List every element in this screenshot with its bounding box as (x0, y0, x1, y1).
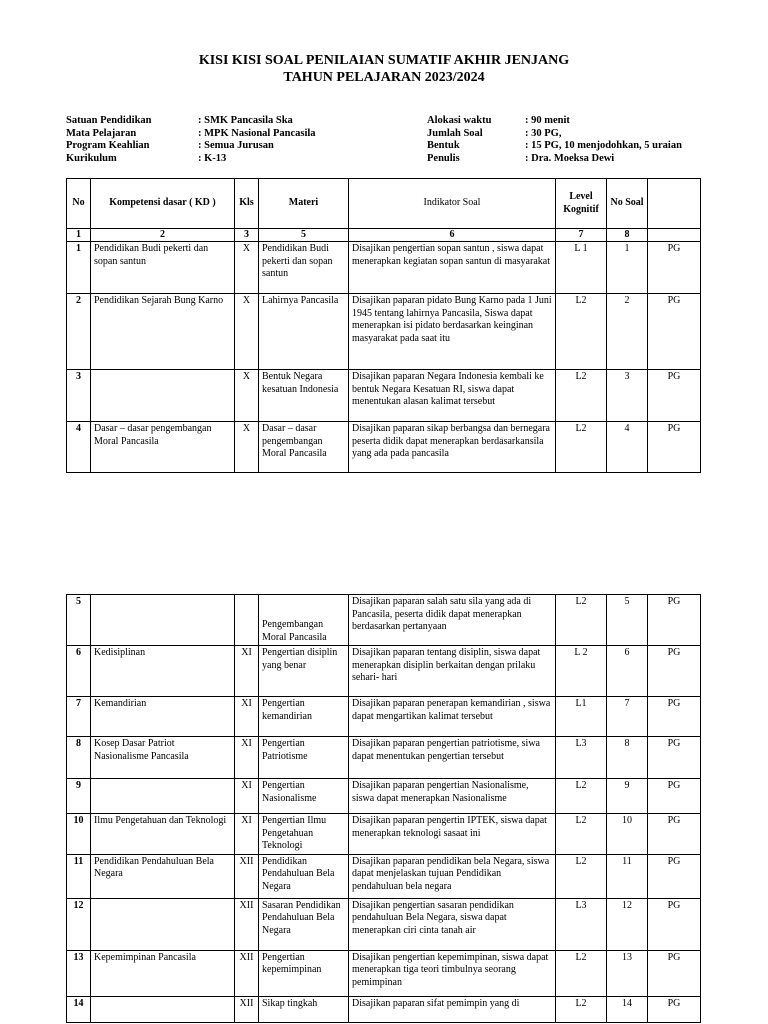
kisi-table-part2 (66, 594, 701, 1023)
row-kd: Dasar – dasar pengembangan Moral Pancasila (91, 422, 235, 473)
header-level: Level Kognitif (556, 179, 607, 229)
info-right (427, 115, 682, 165)
row-kls: XI (235, 814, 259, 855)
row-materi: Pengertian Nasionalisme (259, 779, 349, 814)
table-index-row (67, 229, 701, 242)
info-value: : 15 PG, 10 menjodohkan, 5 uraian (525, 140, 682, 151)
row-kd (91, 898, 235, 950)
row-soal: 10 (607, 814, 648, 855)
index-cell: 6 (349, 229, 556, 242)
row-no: 7 (67, 697, 91, 737)
row-bentuk: PG (648, 779, 701, 814)
row-kls: XII (235, 898, 259, 950)
row-indikator: Disajikan paparan penerapan kemandirian , siswa dapat mengartikan kalimat tersebut (349, 697, 556, 737)
table-row (67, 996, 701, 1022)
table-row (67, 595, 701, 646)
row-kd: Pendidikan Pendahuluan Bela Negara (91, 854, 235, 898)
row-no: 6 (67, 646, 91, 697)
row-soal: 13 (607, 950, 648, 996)
info-label: Penulis (427, 152, 460, 164)
row-bentuk: PG (648, 814, 701, 855)
row-no: 3 (67, 370, 91, 422)
index-cell: 5 (259, 229, 349, 242)
row-kd: Kosep Dasar Patriot Nasionalisme Pancasila (91, 737, 235, 779)
table-row (67, 294, 701, 370)
row-level: L2 (556, 854, 607, 898)
row-bentuk: PG (648, 595, 701, 646)
row-kd (91, 370, 235, 422)
row-soal: 1 (607, 242, 648, 294)
row-materi: Pengertian disiplin yang benar (259, 646, 349, 697)
document-title: KISI KISI SOAL PENILAIAN SUMATIF AKHIR JENJANG (198, 53, 570, 68)
row-indikator: Disajikan paparan sifat pemimpin yang di (349, 996, 556, 1022)
row-indikator: Disajikan paparan pengertian Nasionalisme, siswa dapat menerapkan Nasionalisme (349, 779, 556, 814)
table-row (67, 854, 701, 898)
row-bentuk: PG (648, 854, 701, 898)
row-no: 13 (67, 950, 91, 996)
info-row (66, 115, 316, 128)
row-kls: X (235, 294, 259, 370)
row-kls: X (235, 242, 259, 294)
row-kls: XII (235, 996, 259, 1022)
row-kd (91, 595, 235, 646)
row-bentuk: PG (648, 697, 701, 737)
index-cell: 2 (91, 229, 235, 242)
row-no: 14 (67, 996, 91, 1022)
info-row (66, 153, 316, 166)
index-cell: 1 (67, 229, 91, 242)
row-level: L2 (556, 814, 607, 855)
table-row (67, 370, 701, 422)
row-level: L3 (556, 898, 607, 950)
row-kls: X (235, 370, 259, 422)
row-level: L2 (556, 996, 607, 1022)
row-soal: 5 (607, 595, 648, 646)
row-materi: Pengertian Patriotisme (259, 737, 349, 779)
row-indikator: Disajikan paparan sikap berbangsa dan bernegara peserta didik dapat menerapkan berdasarkansila yang ada pada pancasila (349, 422, 556, 473)
info-value: : Semua Jurusan (198, 140, 274, 151)
row-level: L2 (556, 422, 607, 473)
row-materi: Bentuk Negara kesatuan Indonesia (259, 370, 349, 422)
row-level: L2 (556, 779, 607, 814)
info-left (66, 115, 316, 165)
document-subtitle: TAHUN PELAJARAN 2023/2024 (283, 70, 485, 85)
row-indikator: Disajikan paparan Negara Indonesia kembali ke bentuk Negara Kesatuan RI, siswa dapat menentukan alasan kalimat tersebut (349, 370, 556, 422)
row-materi: Pengertian kepemimpinan (259, 950, 349, 996)
info-row (427, 140, 682, 153)
row-no: 11 (67, 854, 91, 898)
row-no: 9 (67, 779, 91, 814)
row-kls: XI (235, 697, 259, 737)
info-label: Satuan Pendidikan (66, 115, 152, 126)
row-level: L2 (556, 950, 607, 996)
table-row (67, 422, 701, 473)
info-row (66, 128, 316, 141)
header-indikator: Indikator Soal (349, 179, 556, 229)
row-indikator: Disajikan pengertian kepemimpinan, siswa dapat menerapkan tiga teori timbulnya seorang pemimpinan (349, 950, 556, 996)
table-row (67, 950, 701, 996)
row-indikator: Disajikan paparan pengertin IPTEK, siswa dapat menerapkan teknologi sasaat ini (349, 814, 556, 855)
row-bentuk: PG (648, 294, 701, 370)
row-kls: XII (235, 854, 259, 898)
row-materi: Pengembangan Moral Pancasila (259, 595, 349, 646)
row-materi: Pengertian kemandirian (259, 697, 349, 737)
table-row (67, 697, 701, 737)
info-label: Program Keahlian (66, 140, 150, 151)
row-kls: XI (235, 779, 259, 814)
row-no: 5 (67, 595, 91, 646)
index-cell: 7 (556, 229, 607, 242)
row-bentuk: PG (648, 996, 701, 1022)
info-label: Bentuk (427, 140, 460, 151)
row-kd: Kedisiplinan (91, 646, 235, 697)
row-no: 8 (67, 737, 91, 779)
row-kls: XI (235, 646, 259, 697)
table-header-row (67, 179, 701, 229)
row-soal: 3 (607, 370, 648, 422)
row-indikator: Disajikan paparan pendidikan bela Negara, siswa dapat menjelaskan tujuan Pendidikan pendahuluan bela negara (349, 854, 556, 898)
row-no: 12 (67, 898, 91, 950)
header-kd: Kompetensi dasar ( KD ) (91, 179, 235, 229)
row-kd: Pendidikan Budi pekerti dan sopan santun (91, 242, 235, 294)
row-level: L 1 (556, 242, 607, 294)
row-indikator: Disajikan paparan pengertian patriotisme, siwa dapat menentukan pengertian tersebut (349, 737, 556, 779)
row-level: L3 (556, 737, 607, 779)
header-bentuk (648, 179, 701, 229)
row-bentuk: PG (648, 422, 701, 473)
row-level: L2 (556, 370, 607, 422)
info-row (427, 153, 682, 166)
row-soal: 8 (607, 737, 648, 779)
row-soal: 14 (607, 996, 648, 1022)
info-label: Mata Pelajaran (66, 127, 137, 139)
table-row (67, 646, 701, 697)
row-kd: Pendidikan Sejarah Bung Karno (91, 294, 235, 370)
row-no: 2 (67, 294, 91, 370)
table-row (67, 814, 701, 855)
row-level: L2 (556, 294, 607, 370)
info-value: : Dra. Moeksa Dewi (525, 152, 615, 164)
row-no: 10 (67, 814, 91, 855)
row-materi: Pendidikan Pendahuluan Bela Negara (259, 854, 349, 898)
info-row (427, 115, 682, 128)
table-row (67, 779, 701, 814)
row-materi: Lahirnya Pancasila (259, 294, 349, 370)
row-indikator: Disajikan pengertian sasaran pendidikan pendahuluan Bela Negara, siswa dapat menerapkan ciri cinta tanah air (349, 898, 556, 950)
info-value: : 30 PG, (525, 127, 562, 139)
row-kls: X (235, 422, 259, 473)
row-indikator: Disajikan paparan salah satu sila yang ada di Pancasila, peserta didik dapat menerapkan berdasarkan pertanyaan (349, 595, 556, 646)
info-label: Alokasi waktu (427, 115, 492, 126)
row-kd: Kemandirian (91, 697, 235, 737)
row-materi: Dasar – dasar pengembangan Moral Pancasila (259, 422, 349, 473)
row-soal: 6 (607, 646, 648, 697)
row-kd (91, 996, 235, 1022)
info-value: : MPK Nasional Pancasila (198, 127, 316, 139)
row-no: 1 (67, 242, 91, 294)
row-kd: Kepemimpinan Pancasila (91, 950, 235, 996)
row-materi: Pendidikan Budi pekerti dan sopan santun (259, 242, 349, 294)
row-level: L 2 (556, 646, 607, 697)
row-bentuk: PG (648, 242, 701, 294)
row-soal: 4 (607, 422, 648, 473)
row-soal: 7 (607, 697, 648, 737)
header-no: No (67, 179, 91, 229)
row-soal: 12 (607, 898, 648, 950)
row-indikator: Disajikan paparan tentang disiplin, siswa dapat menerapkan disiplin berkaitan dengan prilaku sehari- hari (349, 646, 556, 697)
row-bentuk: PG (648, 646, 701, 697)
row-materi: Sikap tingkah (259, 996, 349, 1022)
index-cell: 3 (235, 229, 259, 242)
table-row (67, 737, 701, 779)
row-no: 4 (67, 422, 91, 473)
index-cell (648, 229, 701, 242)
table-row (67, 242, 701, 294)
row-kls (235, 595, 259, 646)
row-indikator: Disajikan paparan pidato Bung Karno pada 1 Juni 1945 tentang lahirnya Pancasila, Siswa dapat menerapkan isi pidato berdasarkan keinginan masyarakat pada saat itu (349, 294, 556, 370)
row-soal: 2 (607, 294, 648, 370)
index-cell: 8 (607, 229, 648, 242)
info-row (66, 140, 316, 153)
header-nosoal: No Soal (607, 179, 648, 229)
row-soal: 11 (607, 854, 648, 898)
kisi-table-part1 (66, 178, 701, 473)
row-bentuk: PG (648, 950, 701, 996)
info-label: Jumlah Soal (427, 127, 483, 139)
row-kls: XII (235, 950, 259, 996)
row-materi: Pengertian Ilmu Pengetahuan Teknologi (259, 814, 349, 855)
header-materi: Materi (259, 179, 349, 229)
row-kd (91, 779, 235, 814)
table-row (67, 898, 701, 950)
row-kls: XI (235, 737, 259, 779)
row-bentuk: PG (648, 898, 701, 950)
info-label: Kurikulum (66, 152, 117, 164)
row-kd: Ilmu Pengetahuan dan Teknologi (91, 814, 235, 855)
row-soal: 9 (607, 779, 648, 814)
info-value: : K-13 (198, 152, 227, 164)
row-bentuk: PG (648, 370, 701, 422)
row-indikator: Disajikan pengertian sopan santun , siswa dapat menerapkan kegiatan sopan santun di masyarakat (349, 242, 556, 294)
row-materi: Sasaran Pendidikan Pendahuluan Bela Negara (259, 898, 349, 950)
row-level: L1 (556, 697, 607, 737)
info-value: : SMK Pancasila Ska (198, 115, 293, 126)
info-value: : 90 menit (525, 115, 570, 126)
row-bentuk: PG (648, 737, 701, 779)
row-level: L2 (556, 595, 607, 646)
header-kls: Kls (235, 179, 259, 229)
info-row (427, 128, 682, 141)
